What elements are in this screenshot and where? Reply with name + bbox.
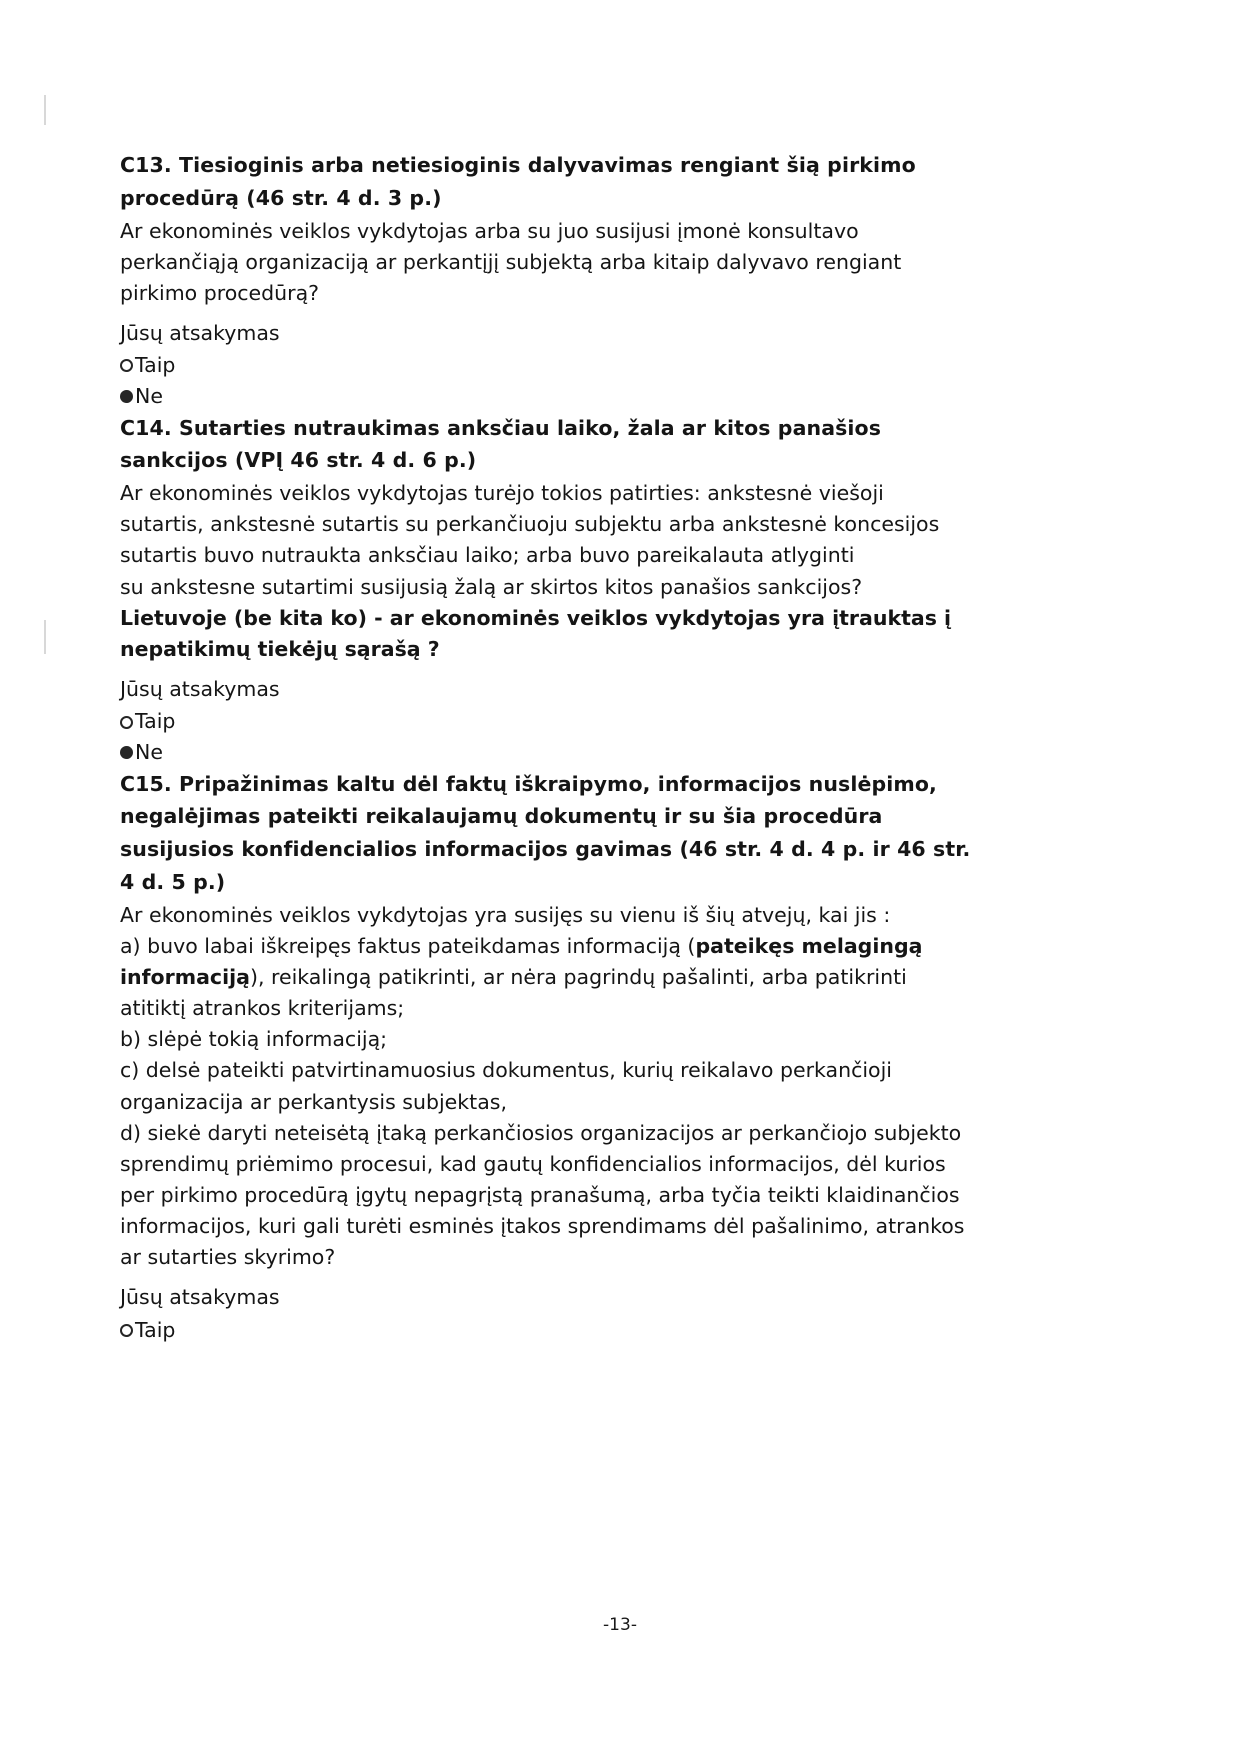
section-c13-body-line-2: perkančiąją organizaciją ar perkantįjį subjektą arba kitaip dalyvavo rengiant xyxy=(120,249,902,274)
text-run: ar sutarties skyrimo? xyxy=(120,1245,336,1270)
section-c15-item-c-line-2 xyxy=(120,1087,1120,1118)
section-c13-body-line-1: Ar ekonominės veiklos vykdytojas arba su juo susijusi įmonė konsultavo xyxy=(120,218,859,243)
section-c15-item-c-line-1 xyxy=(120,1055,1120,1086)
section-c15-title-line-2: negalėjimas pateikti reikalaujamų dokumentų ir su šia procedūra xyxy=(120,804,883,829)
section-c13-answer-label: Jūsų atsakymas xyxy=(120,320,280,345)
section-c15-title-line-1: C15. Pripažinimas kaltu dėl faktų iškraipymo, informacijos nuslėpimo, xyxy=(120,771,937,796)
section-c14-title-line-2: sankcijos (VPĮ 46 str. 4 d. 6 p.) xyxy=(120,448,477,473)
section-c15-answer-label: Jūsų atsakymas xyxy=(120,1285,280,1310)
section-c14-option-taip[interactable] xyxy=(120,707,1120,737)
section-c15-title-line-4: 4 d. 5 p.) xyxy=(120,869,226,894)
section-c15-option-taip[interactable] xyxy=(120,1316,1120,1346)
text-run: organizacija ar perkantysis subjektas, xyxy=(120,1089,507,1114)
section-c13-body-line-3: pirkimo procedūrą? xyxy=(120,280,320,305)
text-run: sprendimų priėmimo procesui, kad gautų konfidencialios informacijos, dėl kurios xyxy=(120,1151,946,1176)
text-run: d) siekė daryti neteisėtą įtaką perkančiosios organizacijos ar perkančiojo subjekto xyxy=(120,1120,962,1145)
section-c15-item-a-line-2 xyxy=(120,962,1120,993)
section-c14 xyxy=(120,413,1120,768)
text-run-bold: informaciją xyxy=(120,964,250,989)
text-run: a) buvo labai iškreipęs faktus pateikdamas informaciją ( xyxy=(120,933,696,958)
section-c15-item-d-line-5 xyxy=(120,1242,1120,1273)
scan-edge-mark xyxy=(44,620,46,654)
section-c15-item-a-line-3 xyxy=(120,993,1120,1024)
text-run-bold: pateikęs melagingą xyxy=(695,933,923,958)
radio-unselected-icon[interactable] xyxy=(120,1324,133,1337)
section-c15-item-d-line-2 xyxy=(120,1149,1120,1180)
section-c14-option-ne-label: Ne xyxy=(135,739,163,764)
section-c13-option-ne-label: Ne xyxy=(135,383,163,408)
page-number: -13- xyxy=(603,1615,637,1635)
section-c14-body-line-1: Ar ekonominės veiklos vykdytojas turėjo tokios patirties: ankstesnė viešoji xyxy=(120,481,884,506)
text-run: b) slėpė tokią informaciją; xyxy=(120,1027,388,1052)
section-c14-bold-line-2: nepatikimų tiekėjų sąrašą ? xyxy=(120,636,440,661)
text-run: per pirkimo procedūrą įgytų nepagrįstą pranašumą, arba tyčia teikti klaidinančios xyxy=(120,1183,960,1207)
radio-selected-icon[interactable] xyxy=(120,746,133,759)
section-c14-bold-line-1: Lietuvoje (be kita ko) - ar ekonominės veiklos vykdytojas yra įtrauktas į xyxy=(120,605,952,630)
document-body xyxy=(120,150,1120,1345)
section-c15-item-a-line-1 xyxy=(120,931,1120,962)
section-c15-item-d-line-4 xyxy=(120,1211,1120,1242)
section-c14-body-line-2: sutartis, ankstesnė sutartis su perkančiuoju subjektu arba ankstesnė koncesijos xyxy=(120,512,940,537)
radio-selected-icon[interactable] xyxy=(120,390,133,403)
text-run: ), reikalingą patikrinti, ar nėra pagrindų pašalinti, arba patikrinti xyxy=(249,964,907,989)
section-c14-option-ne[interactable] xyxy=(120,738,1120,768)
section-c13-option-ne[interactable] xyxy=(120,382,1120,412)
text-run: c) delsė pateikti patvirtinamuosius dokumentus, kurių reikalavo perkančioji xyxy=(120,1058,892,1083)
section-c13-title-line-2: procedūrą (46 str. 4 d. 3 p.) xyxy=(120,185,442,210)
scan-edge-mark xyxy=(44,95,46,125)
section-c14-answer-label: Jūsų atsakymas xyxy=(120,677,280,701)
section-c15-item-d-line-3 xyxy=(120,1180,1120,1211)
section-c15-item-d-line-1 xyxy=(120,1118,1120,1149)
text-run: atitiktį atrankos kriterijams; xyxy=(120,996,405,1021)
section-c14-body-line-4: su ankstesne sutartimi susijusią žalą ar skirtos kitos panašios sankcijos? xyxy=(120,574,863,599)
section-c14-title-line-1: C14. Sutarties nutraukimas anksčiau laiko, žala ar kitos panašios xyxy=(120,415,882,440)
section-c15-item-b xyxy=(120,1024,1120,1055)
text-run: informacijos, kuri gali turėti esminės įtakos sprendimams dėl pašalinimo, atrankos xyxy=(120,1214,965,1239)
radio-unselected-icon[interactable] xyxy=(120,359,133,372)
section-c14-option-taip-label: Taip xyxy=(135,709,176,734)
section-c15-option-taip-label: Taip xyxy=(135,1317,176,1342)
section-c14-body-line-3: sutartis buvo nutraukta anksčiau laiko; arba buvo pareikalauta atlyginti xyxy=(120,543,855,568)
section-c15 xyxy=(120,769,1120,1346)
section-c13-option-taip[interactable] xyxy=(120,351,1120,381)
section-c13-title-line-1: C13. Tiesioginis arba netiesioginis dalyvavimas rengiant šią pirkimo xyxy=(120,153,916,177)
radio-unselected-icon[interactable] xyxy=(120,716,133,729)
section-c13 xyxy=(120,150,1120,412)
section-c13-option-taip-label: Taip xyxy=(135,353,176,378)
section-c15-title-line-3: susijusios konfidencialios informacijos gavimas (46 str. 4 d. 4 p. ir 46 str. xyxy=(120,837,971,862)
section-c15-body-line-1: Ar ekonominės veiklos vykdytojas yra susijęs su vienu iš šių atvejų, kai jis : xyxy=(120,902,891,927)
